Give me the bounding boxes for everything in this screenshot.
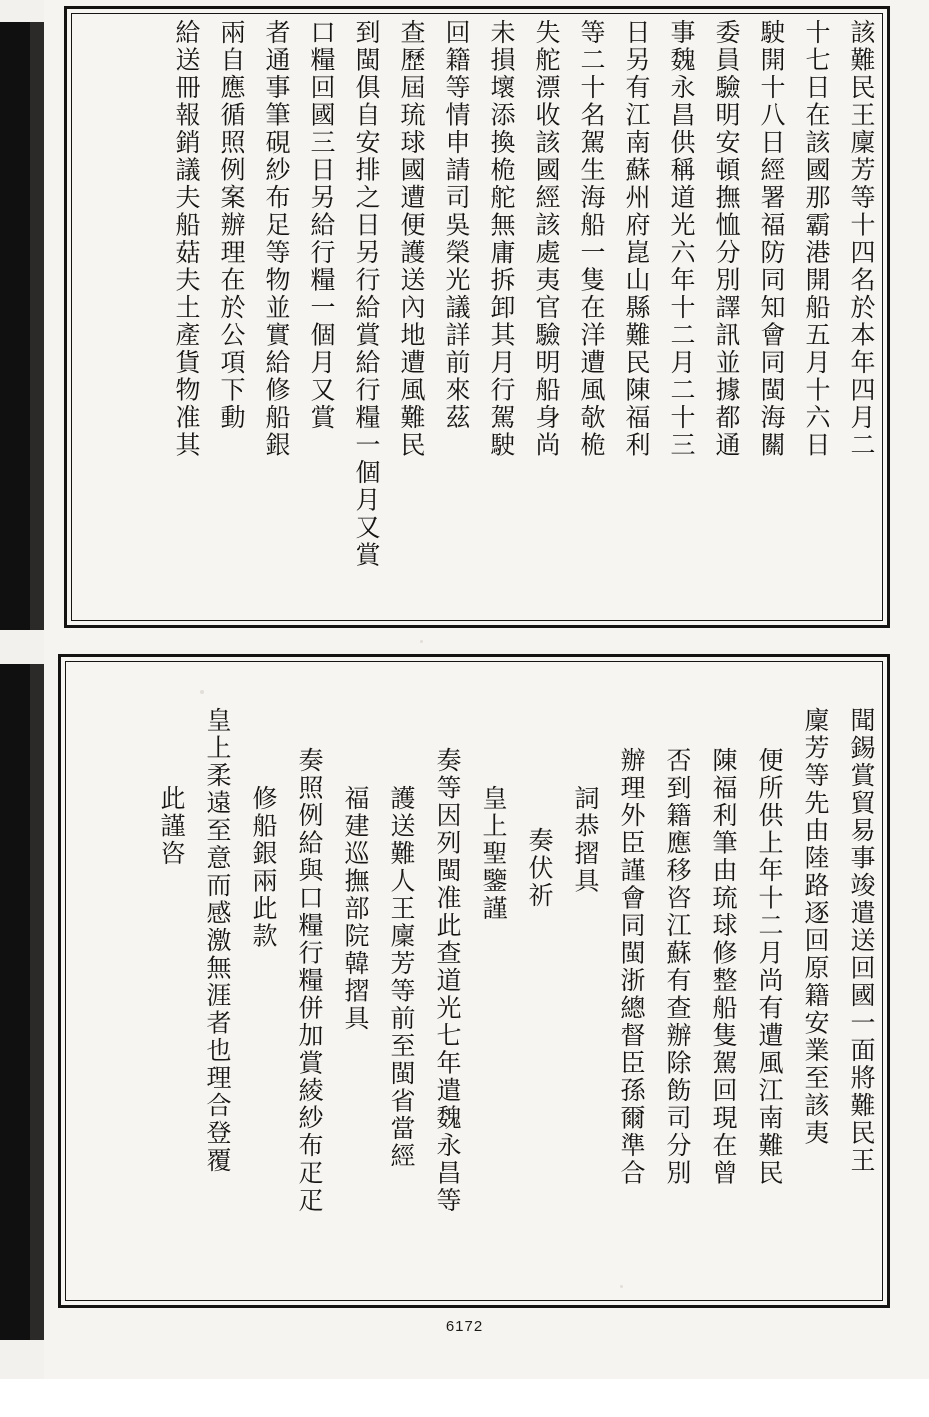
text-column: 查歷屆琉球國遭便護送內地遭風難民 bbox=[397, 19, 426, 459]
text-column: 福建巡撫部院韓摺具 bbox=[341, 785, 370, 1033]
text-column: 委員驗明安頓撫恤分別譯訊並據都通 bbox=[712, 19, 741, 459]
text-column: 辦理外臣謹會同閩浙總督臣孫爾準合 bbox=[617, 747, 646, 1187]
text-panel-bottom bbox=[58, 654, 890, 1308]
text-column: 廩芳等先由陸路逐回原籍安業至該夷 bbox=[801, 707, 830, 1147]
gutter-break-top bbox=[0, 0, 44, 22]
text-column: 聞錫賞貿易事竣遣送回國一面將難民王 bbox=[847, 707, 876, 1175]
text-column: 兩自應循照例案辦理在於公項下動 bbox=[217, 19, 246, 432]
gutter-break-bottom bbox=[0, 1340, 44, 1379]
text-column: 回籍等情申請司吳榮光議詳前來茲 bbox=[442, 19, 471, 432]
text-column: 駛開十八日經署福防同知會同閩海關 bbox=[757, 19, 786, 459]
text-column: 者通事筆硯紗布足等物並實給修船銀 bbox=[262, 19, 291, 459]
text-column: 皇上聖鑒謹 bbox=[479, 785, 508, 923]
gutter-break-middle bbox=[0, 630, 44, 664]
text-column: 口糧回國三日另給行糧一個月又賞 bbox=[307, 19, 336, 432]
text-column: 失舵漂收該國經該處夷官驗明船身尚 bbox=[532, 19, 561, 459]
text-column: 到閩俱自安排之日另行給賞給行糧一個月又賞 bbox=[352, 19, 381, 569]
text-column: 護送難人王廩芳等前至閩省當經 bbox=[387, 785, 416, 1170]
paper-speck bbox=[420, 640, 423, 643]
text-column: 給送冊報銷議夫船菇夫土產貨物准其 bbox=[172, 19, 201, 459]
text-column: 否到籍應移咨江蘇有查辦除飭司分別 bbox=[663, 747, 692, 1187]
binding-gutter-inner bbox=[30, 0, 44, 1379]
text-column: 便所供上年十二月尚有遭風江南難民 bbox=[755, 747, 784, 1187]
text-column: 詞恭摺具 bbox=[571, 785, 600, 895]
text-column: 奏伏祈 bbox=[525, 827, 554, 910]
text-column: 未損壞添換桅舵無庸拆卸其月行駕駛 bbox=[487, 19, 516, 459]
text-column: 奏照例給與口糧行糧併加賞綾紗布疋疋 bbox=[295, 747, 324, 1215]
text-column: 日另有江南蘇州府崑山縣難民陳福利 bbox=[622, 19, 651, 459]
text-panel-top bbox=[64, 6, 890, 628]
text-column: 皇上柔遠至意而感激無涯者也理合登覆 bbox=[203, 707, 232, 1175]
text-column: 陳福利筆由琉球修整船隻駕回現在曾 bbox=[709, 747, 738, 1187]
text-column: 奏等因列閩准此查道光七年遣魏永昌等 bbox=[433, 747, 462, 1215]
binding-gutter bbox=[0, 0, 30, 1379]
panel-top-columns bbox=[77, 19, 877, 615]
panel-bottom-columns bbox=[71, 667, 877, 1295]
text-column: 該難民王廩芳等十四名於本年四月二 bbox=[847, 19, 876, 459]
text-column: 此謹咨 bbox=[157, 785, 186, 868]
text-column: 修船銀兩此款 bbox=[249, 785, 278, 950]
text-column: 等二十名駕生海船一隻在洋遭風欹桅 bbox=[577, 19, 606, 459]
paper-speck bbox=[620, 1285, 623, 1288]
text-column: 事魏永昌供稱道光六年十二月二十三 bbox=[667, 19, 696, 459]
paper-speck bbox=[200, 690, 204, 694]
folio-number: 6172 bbox=[445, 1318, 484, 1335]
text-column: 十七日在該國那霸港開船五月十六日 bbox=[802, 19, 831, 459]
